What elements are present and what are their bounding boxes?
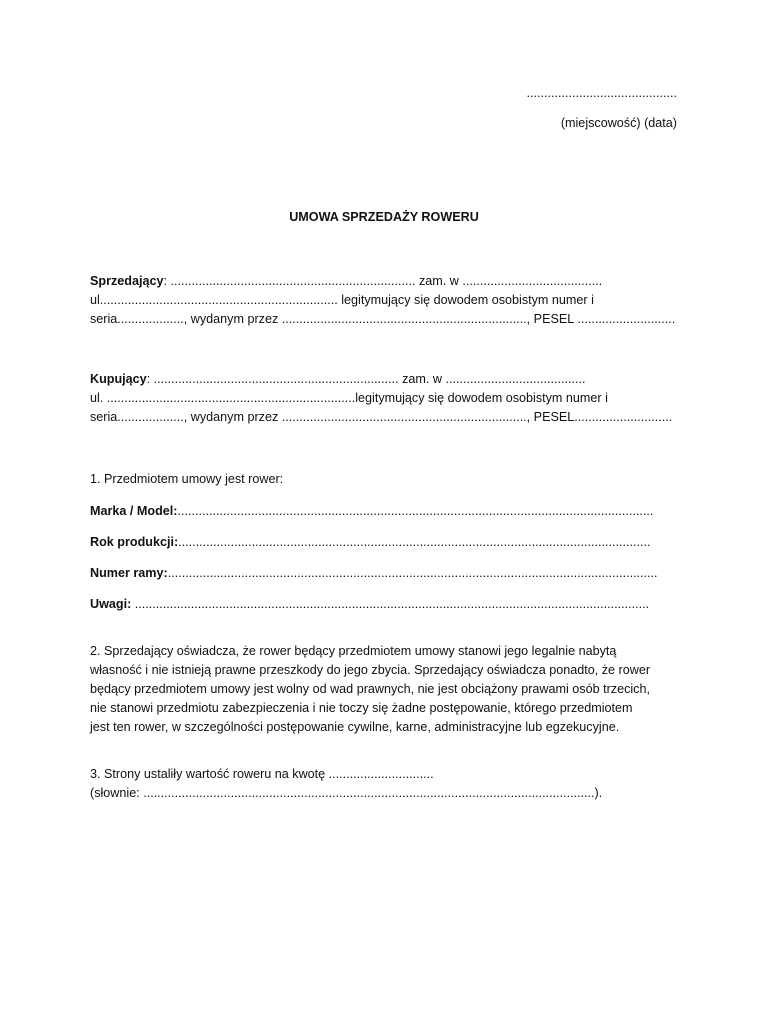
section2-line-4: nie stanowi przedmiotu zabezpieczenia i nie toczy się żadne postępowanie, którego przedmiotem [90, 701, 633, 715]
buyer-label: Kupujący [90, 372, 147, 386]
section2-line-2: własność i nie istnieją prawne przeszkody do jego zbycia. Sprzedający oświadcza ponadto, że rower [90, 663, 651, 677]
buyer-line-3: seria..................., wydanym przez ......................................................................, PESEL............................ [90, 410, 673, 424]
section2-line-1: 2. Sprzedający oświadcza, że rower będący przedmiotem umowy stanowi jego legalnie nabytą [90, 644, 617, 658]
seller-line-1-text: : ...................................................................... zam. w ........................................ [163, 274, 603, 288]
field-brand-model [90, 502, 653, 521]
section3-line-2: (słownie: .................................................................................................................................). [90, 786, 603, 800]
section1-intro: 1. Przedmiotem umowy jest rower: [90, 472, 284, 486]
field-brand-model-label: Marka / Model: [90, 504, 178, 518]
field-remarks-label: Uwagi: [90, 597, 132, 611]
seller-line-3: seria..................., wydanym przez ......................................................................, PESEL ............................ [90, 312, 676, 326]
seller-label: Sprzedający [90, 274, 164, 288]
section2-line-3: będący przedmiotem umowy jest wolny od wad prawnych, nie jest obciążony prawami osób trzecich, [90, 682, 650, 696]
seller-line-2: ul.................................................................... legitymujący się dowodem osobistym numer i [90, 293, 594, 307]
field-brand-model-dots: ........................................................................................................................................ [177, 504, 654, 518]
field-production-year [90, 533, 651, 552]
buyer-line-2: ul. .......................................................................legitymujący się dowodem osobistym numer i [90, 391, 608, 405]
place-date-dots: ........................................... [526, 86, 677, 100]
document-title: UMOWA SPRZEDAŻY ROWERU [289, 210, 479, 224]
section3-line-1: 3. Strony ustaliły wartość roweru na kwotę .............................. [90, 767, 434, 781]
field-frame-number-dots: ............................................................................................................................................ [167, 566, 658, 580]
field-remarks [90, 595, 649, 614]
section2-line-5: jest ten rower, w szczególności postępowanie cywilne, karne, administracyjne lub egzekucyjne. [90, 720, 620, 734]
field-production-year-label: Rok produkcji: [90, 535, 179, 549]
seller-line-1 [90, 272, 602, 291]
buyer-line-1 [90, 370, 585, 389]
place-date-label: (miejscowość) (data) [560, 116, 677, 130]
buyer-line-1-text: : ...................................................................... zam. w ........................................ [146, 372, 586, 386]
field-frame-number [90, 564, 658, 583]
field-remarks-dots: ................................................................................................................................................... [131, 597, 650, 611]
field-production-year-dots: ....................................................................................................................................... [178, 535, 651, 549]
field-frame-number-label: Numer ramy: [90, 566, 168, 580]
